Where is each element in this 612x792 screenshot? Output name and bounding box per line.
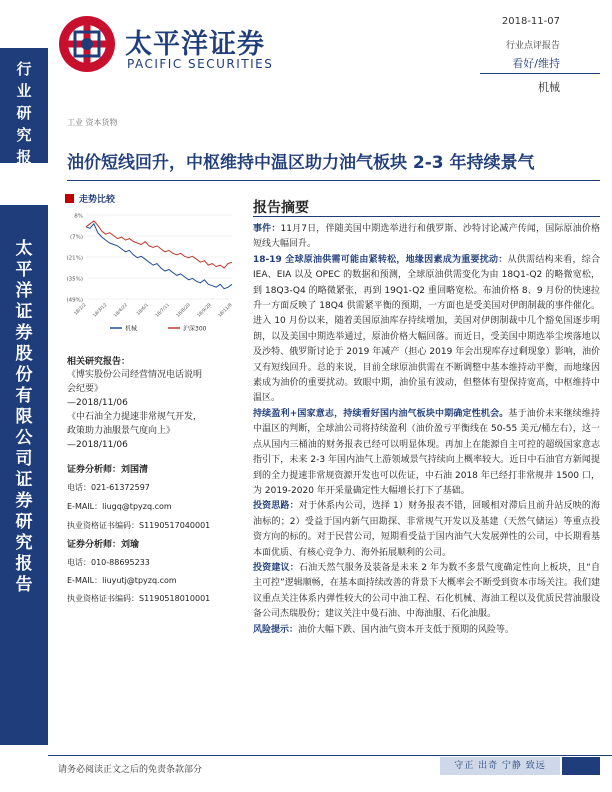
sidebar-char: 报 [16, 148, 32, 166]
sidebar-char: 洋 [15, 281, 33, 301]
paragraph-text: 油价大幅下跌、国内油气资本开支低于预期的风险等。 [298, 624, 515, 635]
related-report-date: —2018/11/06 [67, 440, 128, 450]
sidebar-char: 券 [15, 323, 33, 343]
breadcrumb: 工业 资本货物 [67, 118, 118, 127]
trend-chart-svg [62, 207, 240, 340]
chart-y-tick-label: 8% [74, 213, 83, 220]
chart-series-line [86, 221, 232, 268]
sidebar-char: 研 [15, 512, 33, 532]
report-rating: 看好/维持 [512, 57, 560, 70]
disclaimer-note: 请务必阅读正文之后的免责条款部分 [58, 765, 203, 775]
summary-paragraph [253, 407, 600, 499]
analyst-license: 执业资格证书编码：S1190518010001 [67, 594, 211, 603]
footer-divider [48, 755, 612, 756]
sidebar-char: 司 [15, 449, 33, 469]
analyst-label: 证券分析师： [67, 540, 122, 550]
analyst-name: 刘国清 [121, 465, 149, 475]
paragraph-heading: 持续盈利+国家意志，持续看好国内油气板块中期确定性机会。 [253, 408, 509, 419]
summary-paragraph [253, 222, 600, 253]
sidebar-char: 证 [15, 470, 33, 490]
sidebar-char: 券 [15, 491, 33, 511]
sidebar-char: 告 [15, 575, 33, 595]
chart-y-tick-label: (21%) [66, 255, 83, 262]
related-reports-title: 相关研究报告： [67, 357, 131, 367]
sidebar-char: 证 [15, 302, 33, 322]
analyst-1 [67, 462, 148, 475]
related-report-title: 《博实股份公司经营情况电话说明 [67, 370, 203, 380]
related-report-title: 政策助力油服景气度向上》 [67, 426, 176, 436]
summary-body [253, 222, 600, 638]
sidebar-char: 太 [15, 239, 33, 259]
analyst-email: E-MAIL：liuyutj@tpyzq.com [67, 576, 177, 585]
analyst-label: 证券分析师： [67, 465, 122, 475]
chart-x-tick-label: 18/4/22 [113, 302, 130, 319]
sidebar-company-label [0, 205, 48, 745]
paragraph-heading: 事件： [253, 224, 281, 234]
paragraph-text: 基于油价未来继续维持中温区的判断，全球油公司将持续盈利（油价盈亏平衡线在 50-55 美元/桶左右），这一点从国内三桶油的财务报表已经可以明显体现。再加上在能源自主可控的超级国家意志指引下，未来 2-3 年国内油气上游领域景气持续向上概率较大。近日中石油官方新闻提到的全力提速非常规资源开发也可以佐证，中石油 2018 年已经打非常规井 1500 口，为 2019-2020 年开采量确定性大幅增长打下了基础。 [253, 408, 600, 496]
square-bullet-icon [65, 194, 74, 203]
paragraph-heading: 风险提示： [253, 624, 299, 635]
paragraph-text: 石油天然气服务及装备是未来 2 年为数不多景气度确定性向上板块，且“自主可控”逻辑顺畅，在基本面持续改善的背景下大概率会不断受到资本市场关注。我们建议重点关注体系内弹性较大的公司中油工程、石化机械、海油工程以及优质民营油服设备公司杰瑞股份；建议关注中曼石油、中海油服、石化油服。 [253, 562, 600, 620]
sidebar-char: 报 [15, 554, 33, 574]
sidebar-char: 有 [15, 386, 33, 406]
summary-paragraph [253, 561, 600, 623]
chart-legend-label: 沪深300 [183, 325, 207, 333]
sidebar-char: 限 [15, 407, 33, 427]
sidebar-industry-label [0, 48, 48, 188]
related-report-date: —2018/11/06 [67, 398, 128, 408]
pacific-logo-icon [57, 14, 117, 74]
title-divider [67, 180, 600, 181]
sidebar-char: 份 [15, 365, 33, 385]
chart-title [65, 192, 115, 205]
sidebar-industry-text [0, 58, 48, 190]
sidebar-char: 股 [15, 344, 33, 364]
summary-paragraph [253, 253, 600, 407]
report-sector: 机械 [538, 81, 560, 94]
paragraph-heading: 18-19 全球原油供需可能由紧转松，地缘因素成为重要扰动： [253, 254, 508, 265]
chart-legend-label: 机械 [125, 325, 138, 333]
sidebar-company-text [0, 239, 48, 596]
chart-x-tick-label: 18/6/1 [136, 302, 150, 317]
paragraph-text: 从供需结构来看，综合 IEA、EIA 以及 OPEC 的数据和预测，全球原油供需变化为由 18Q1-Q2 的略微宽松，到 18Q3-Q4 的略微紧张，再到 19Q1-Q2 重回略宽松。布油价格 8、9 月份的快速拉升一方面反映了 18Q4 供需紧平衡的预期，一方面也是受美国对伊朗制裁的事件催化。进入 10 月份以来，随着美国原油库存持续增加，美国对伊朗制裁中几个豁免国逐步明朗，以及美国中期选举通过，原油价格大幅回落。而近日，受美国中期选举尘埃落地以及沙特、俄罗斯讨论于 2019 年减产（担心 2019 年会出现库存过剩现象）影响，油价又有短线回升。总的来说，目前全球原油供需在不断调整中基本维持动平衡，而地缘因素成为油价的重要扰动。致眼中期，油价虽有波动，但整体有望保持宽高，中枢维持中温区。 [253, 254, 600, 404]
related-report-title: 会纪要》 [67, 384, 104, 394]
summary-title: 报告摘要 [253, 200, 309, 216]
report-date: 2018-11-07 [501, 16, 560, 27]
chart-y-tick-label: (49%) [66, 297, 83, 304]
sidebar-char: 业 [16, 82, 32, 100]
sidebar-char: 平 [15, 260, 33, 280]
analyst-name: 刘瑜 [121, 540, 140, 550]
summary-divider [253, 216, 600, 217]
sidebar-char: 究 [15, 533, 33, 553]
analyst-license: 执业资格证书编码：S1190517040001 [67, 521, 211, 530]
related-report-2 [67, 410, 237, 452]
chart-x-tick-label: 18/11/8 [217, 302, 234, 319]
paragraph-text: 对于休系内公司，选择 1）财务报表不错，回暖相对滞后且前升站反映的海油标的；2）受益于国内新气田勘探、非常规气开发以及基建（天然气储运）等重点投资方向的标的。对于民营公司，短期看受益于国内油气大发展弹性的公司，中长期看基本面优质、有核心竞争力、海外拓展顺利的公司。 [253, 501, 600, 558]
logo-company-english: PACIFIC SECURITIES [127, 57, 274, 71]
page-corner-block [562, 757, 600, 775]
chart-y-tick-label: (35%) [66, 276, 83, 283]
chart-x-tick-label: 18/3/12 [92, 302, 109, 319]
page-title: 油价短线回升，中枢维持中温区助力油气板块 2-3 年持续景气 [67, 153, 535, 173]
summary-paragraph [253, 623, 600, 638]
analyst-phone: 电话：021-61372597 [67, 483, 150, 492]
header-divider [480, 73, 600, 74]
paragraph-heading: 投资思路： [253, 501, 299, 512]
paragraph-text: 11月7日，伴随美国中期选举进行和俄罗斯、沙特讨论减产传闻，国际原油价格短线大幅回升。 [253, 224, 600, 250]
trend-chart [62, 207, 240, 340]
analyst-2 [67, 537, 139, 550]
sidebar-char: 告 [16, 170, 32, 188]
chart-x-tick-label: 18/9/29 [196, 302, 213, 319]
company-motto: 守正 出奇 宁静 致远 [440, 757, 560, 775]
analyst-email: E-MAIL：liugq@tpyzq.com [67, 502, 172, 511]
paragraph-heading: 投资建议： [253, 562, 299, 573]
chart-y-tick-label: (7%) [69, 234, 83, 241]
chart-x-tick-label: 18/8/20 [175, 302, 192, 319]
report-type: 行业点评报告 [505, 41, 560, 51]
chart-x-tick-label: 18/7/11 [155, 302, 171, 319]
related-report-title: 《中石油全力提速非常规气开发， [67, 412, 203, 422]
logo-company-name: 太平洋证券 [125, 29, 265, 60]
chart-title-text: 走势比较 [79, 195, 116, 205]
sidebar-char: 研 [16, 104, 32, 122]
sidebar-char: 公 [15, 428, 33, 448]
analyst-phone: 电话：010-88695233 [67, 558, 150, 567]
sidebar-char: 行 [16, 60, 32, 78]
sidebar-char: 究 [16, 126, 32, 144]
summary-paragraph [253, 499, 600, 561]
related-report-1 [67, 368, 237, 410]
chart-x-tick-label: 18/2/2 [73, 302, 88, 317]
